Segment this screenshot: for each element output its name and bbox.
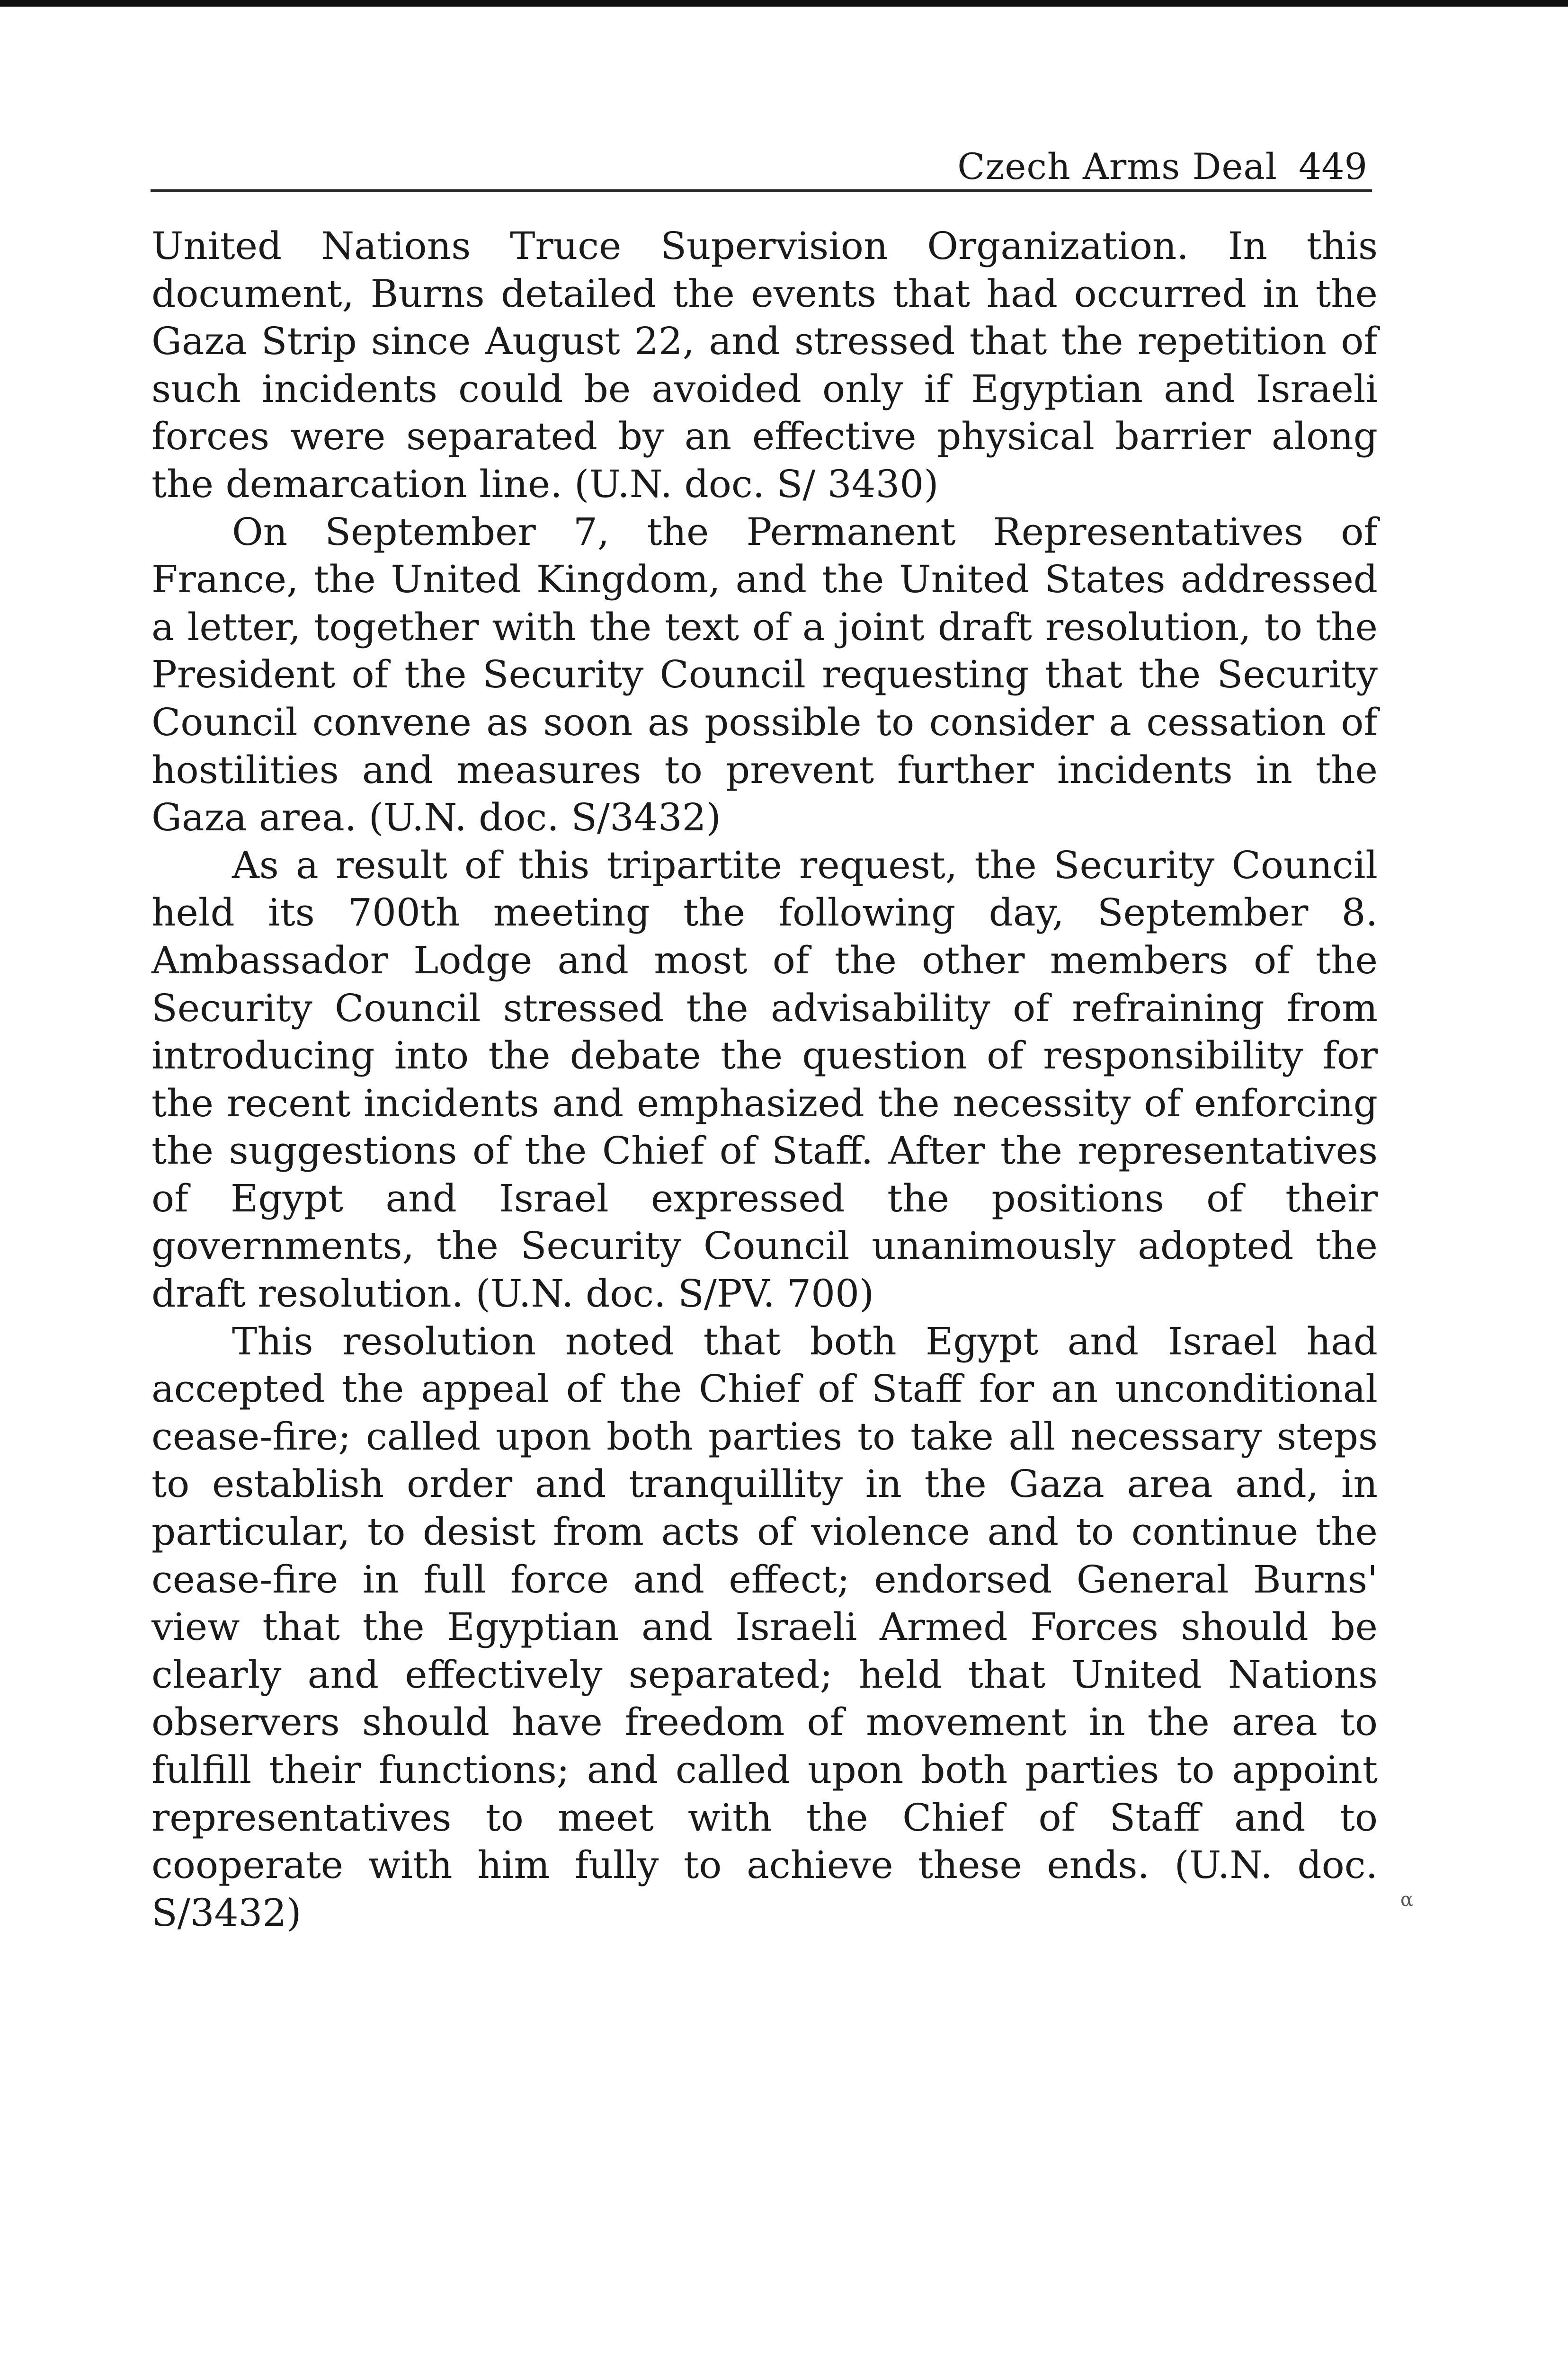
paragraph-september-7: On September 7, the Permanent Representatives of France, the United Kingdom, and the United States addressed a letter, together with the text of a joint draft resolution, to the President of the Security Council requesting that the Security Council convene as soon as possible to consider a cessation of hostilities and measures to prevent further incidents in the Gaza area. (U.N. doc. S/3432) [151, 509, 1378, 840]
running-head [151, 137, 1372, 192]
paragraph-700th-meeting: As a result of this tripartite request, the Security Council held its 700th meeting the following day, September 8. Ambassador Lodge and most of the other members of the Security Council stressed the advisability of refraining from introducing into the debate the question of responsibility for the recent incidents and emphasized the necessity of enforcing the suggestions of the Chief of Staff. After the representatives of Egypt and Israel expressed the positions of their governments, the Security Council unanimously adopted the draft resolution. (U.N. doc. S/PV. 700) [151, 843, 1378, 1316]
body-text [151, 222, 1378, 1937]
paragraph-continued: United Nations Truce Supervision Organization. In this document, Burns detailed the events that had occurred in the Gaza Strip since August 22, and stressed that the repetition of such incidents could be avoided only if Egyptian and Israeli forces were separated by an effective physical barrier along the demarcation line. (U.N. doc. S/ 3430) [151, 224, 1378, 506]
margin-mark: α [1400, 1889, 1414, 1911]
running-head-title: Czech Arms Deal [957, 145, 1277, 187]
top-edge-rule [0, 0, 1568, 7]
paragraph-resolution: This resolution noted that both Egypt and Israel had accepted the appeal of the Chief of Staff for an unconditional cease-fire; called upon both parties to take all necessary steps to establish order and tranquillity in the Gaza area and, in particular, to desist from acts of violence and to continue the cease-fire in full force and effect; endorsed General Burns' view that the Egyptian and Israeli Armed Forces should be clearly and effectively separated; held that United Nations observers should have freedom of movement in the area to fulfill their functions; and called upon both parties to appoint representatives to meet with the Chief of Staff and to cooperate with him fully to achieve these ends. (U.N. doc. S/3432) [151, 1319, 1378, 1935]
page-number: 449 [1298, 145, 1367, 187]
